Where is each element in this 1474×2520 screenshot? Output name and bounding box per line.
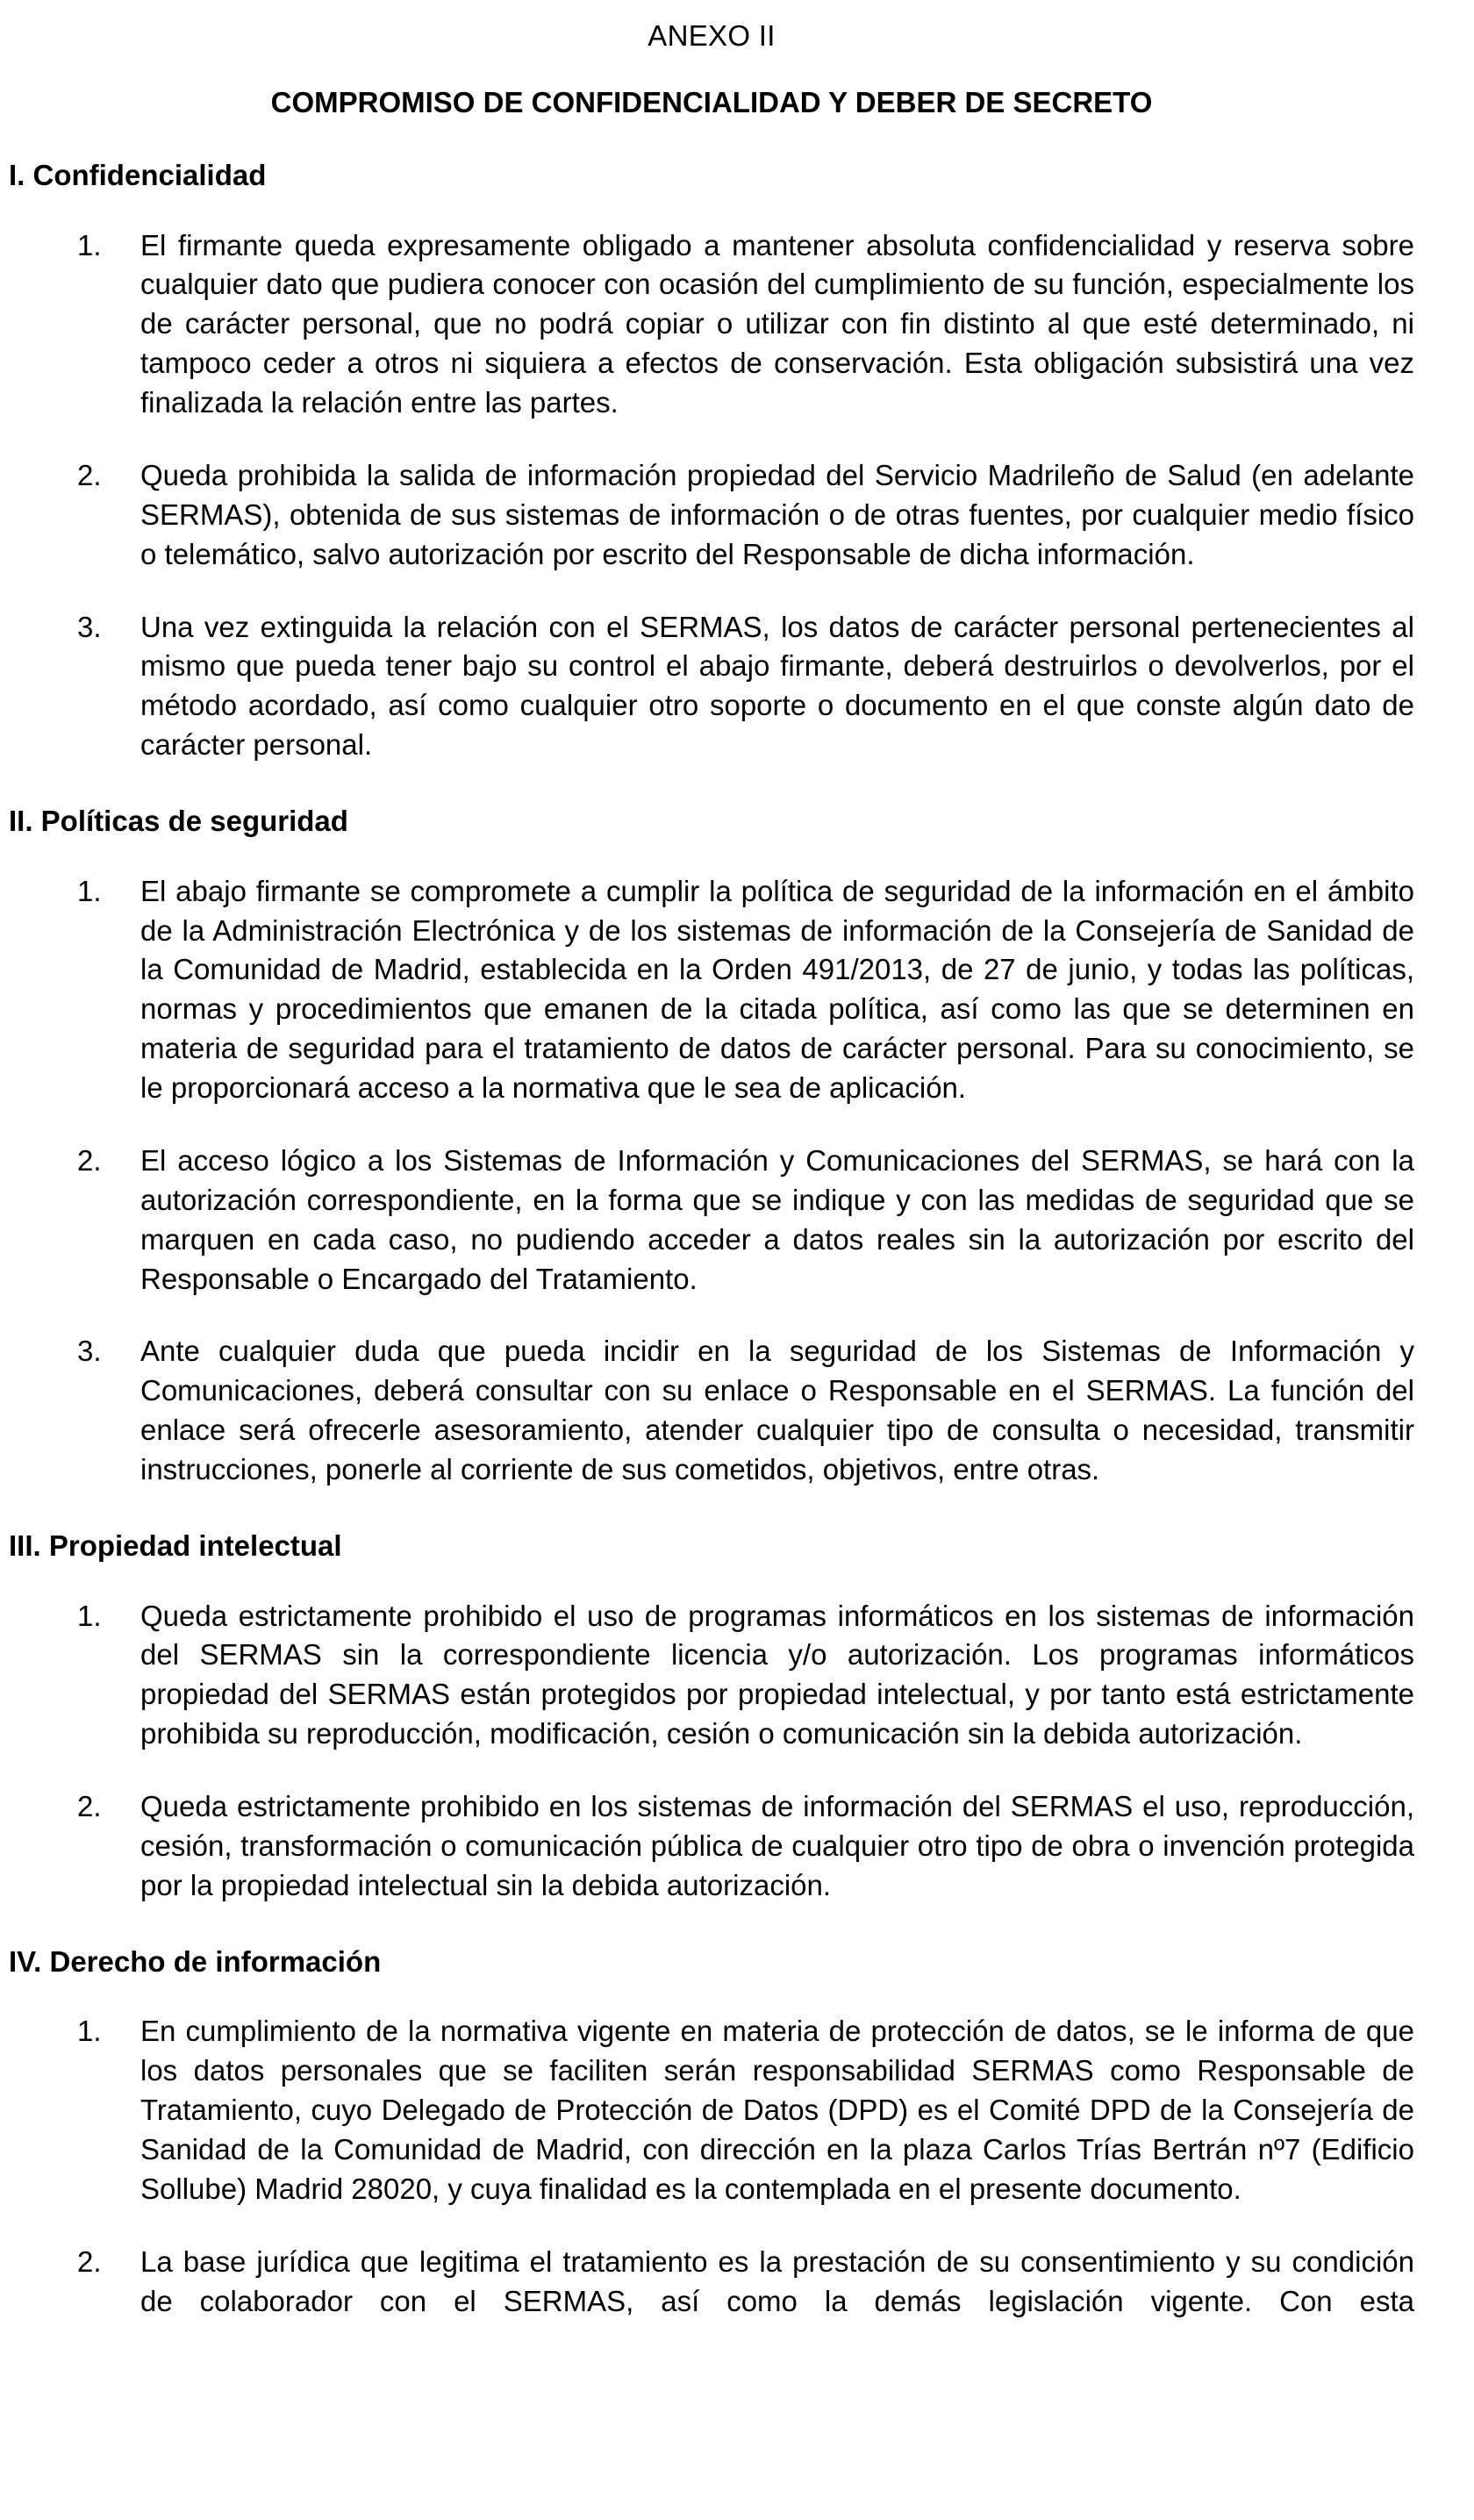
item-number: 1. bbox=[77, 2015, 102, 2048]
item-text: Queda estrictamente prohibido el uso de programas informáticos en los sistemas de información del SERMAS sin la correspondiente licencia y/o autorización. Los programas informáticos propiedad del SERMAS están protegidos por propiedad intelectual, y por tanto está estrictamente prohibida su reproducción, modificación, cesión o comunicación sin la debida autorización. bbox=[140, 1599, 1414, 1750]
list-item bbox=[9, 872, 1414, 1108]
list-item bbox=[9, 456, 1414, 575]
item-number: 1. bbox=[77, 874, 102, 907]
section-propiedad-intelectual bbox=[9, 1528, 1414, 1906]
item-text: El acceso lógico a los Sistemas de Información y Comunicaciones del SERMAS, se hará con la autorización correspondiente, en la forma que se indique y con las medidas de seguridad que se marquen en cada caso, no pudiendo acceder a datos reales sin la autorización por escrito del Responsable o Encargado del Tratamiento. bbox=[140, 1143, 1414, 1295]
section-confidencialidad bbox=[9, 158, 1414, 765]
section-heading: IV. Derecho de información bbox=[9, 1944, 382, 1978]
doc-subtitle: COMPROMISO DE CONFIDENCIALIDAD Y DEBER DE SECRETO bbox=[270, 86, 1153, 118]
doc-title: ANEXO II bbox=[648, 19, 776, 52]
list-item bbox=[9, 226, 1414, 423]
item-number: 2. bbox=[77, 2244, 102, 2278]
item-text: Queda prohibida la salida de información propiedad del Servicio Madrileño de Salud (en adelante SERMAS), obtenida de sus sistemas de información o de otras fuentes, por cualquier medio físico o telemático, salvo autorización por escrito del Responsable de dicha información. bbox=[140, 458, 1414, 570]
list-item bbox=[9, 1142, 1414, 1299]
section-heading: II. Políticas de seguridad bbox=[9, 805, 348, 838]
item-number: 1. bbox=[77, 228, 102, 261]
item-text: El firmante queda expresamente obligado a mantener absoluta confidencialidad y reserva sobre cualquier dato que pudiera conocer con ocasión del cumplimiento de su función, especialmente los de carácter personal, que no podrá copiar o utilizar con fin distinto al que esté determinado, ni tampoco ceder a otros ni siquiera a efectos de conservación. Esta obligación subsistirá una vez finalizada la relación entre las partes. bbox=[140, 228, 1414, 419]
list-item bbox=[9, 1597, 1414, 1755]
section-heading: I. Confidencialidad bbox=[9, 159, 267, 191]
section-politicas-seguridad bbox=[9, 804, 1414, 1490]
list-item bbox=[9, 608, 1414, 766]
item-text: Queda estrictamente prohibido en los sistemas de información del SERMAS el uso, reproducción, cesión, transformación o comunicación pública de cualquier otro tipo de obra o invención protegida por la propiedad intelectual sin la debida autorización. bbox=[140, 1790, 1414, 1901]
list-item bbox=[9, 1332, 1414, 1490]
item-number: 2. bbox=[77, 1790, 102, 1823]
item-number: 2. bbox=[77, 458, 102, 491]
list-item bbox=[9, 2243, 1414, 2322]
item-number: 1. bbox=[77, 1599, 102, 1632]
section-derecho-informacion bbox=[9, 1944, 1414, 2322]
item-text: El abajo firmante se compromete a cumplir la política de seguridad de la información en el ámbito de la Administración Electrónica y de los sistemas de información de la Consejería de Sanidad de la Comunidad de Madrid, establecida en la Orden 491/2013, de 27 de junio, y todas las políticas, normas y procedimientos que emanen de la citada política, así como las que se determinen en materia de seguridad para el tratamiento de datos de carácter personal. Para su conocimiento, se le proporcionará acceso a la normativa que le sea de aplicación. bbox=[140, 874, 1414, 1105]
list-item bbox=[9, 2012, 1414, 2209]
section-heading: III. Propiedad intelectual bbox=[9, 1528, 342, 1562]
list-item bbox=[9, 1787, 1414, 1906]
item-text: Una vez extinguida la relación con el SERMAS, los datos de carácter personal pertenecientes al mismo que pueda tener bajo su control el abajo firmante, deberá destruirlos o devolverlos, por el método acordado, así como cualquier otro soporte o documento en el que conste algún dato de carácter personal. bbox=[140, 610, 1414, 762]
item-number: 3. bbox=[77, 610, 102, 643]
item-number: 3. bbox=[77, 1335, 102, 1368]
item-text: En cumplimiento de la normativa vigente en materia de protección de datos, se le informa de que los datos personales que se faciliten serán responsabilidad SERMAS como Responsable de Tratamiento, cuyo Delegado de Protección de Datos (DPD) es el Comité DPD de la Consejería de Sanidad de la Comunidad de Madrid, con dirección en la plaza Carlos Trías Bertrán nº7 (Edificio Sollube) Madrid 28020, y cuya finalidad es la contemplada en el presente documento. bbox=[140, 2015, 1414, 2205]
item-text: La base jurídica que legitima el tratamiento es la prestación de su consentimiento y su condición de colaborador con el SERMAS, así como la demás legislación vigente. Con esta bbox=[140, 2244, 1414, 2317]
item-number: 2. bbox=[77, 1143, 102, 1177]
item-text: Ante cualquier duda que pueda incidir en la seguridad de los Sistemas de Información y Comunicaciones, deberá consultar con su enlace o Responsable en el SERMAS. La función del enlace será ofrecerle asesoramiento, atender cualquier tipo de consulta o necesidad, transmitir instrucciones, ponerle al corriente de sus cometidos, objetivos, entre otras. bbox=[140, 1335, 1414, 1486]
